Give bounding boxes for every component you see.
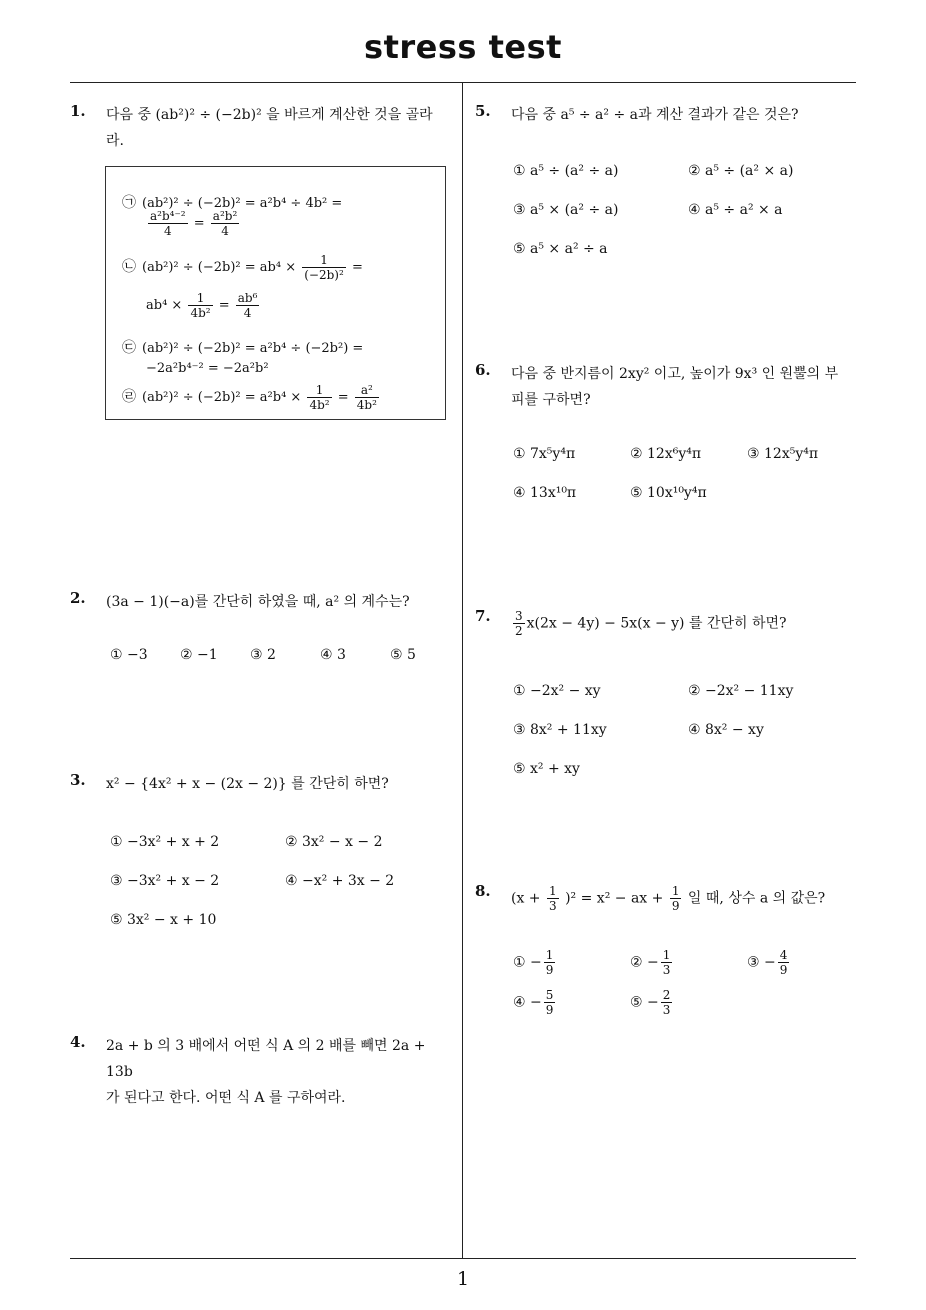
- numerator: 1: [671, 884, 680, 898]
- question-number: 1.: [70, 102, 86, 120]
- choice-c-expression: (ab²)² ÷ (−2b)² = a²b⁴ ÷ (−2b²) =: [142, 341, 364, 356]
- fraction: [547, 884, 559, 913]
- numerator: a²: [355, 383, 379, 398]
- numerator: 1: [188, 291, 212, 306]
- question-text-line: 라.: [106, 133, 124, 149]
- option-5[interactable]: ⑤ 3x² − x + 10: [110, 912, 217, 928]
- option-2[interactable]: ② a⁵ ÷ (a² × a): [688, 163, 794, 179]
- question-3: [70, 771, 455, 941]
- question-number: 6.: [475, 361, 491, 379]
- numerator: a²b⁴⁻²: [150, 209, 186, 223]
- option-3[interactable]: ③ 8x² + 11xy: [513, 722, 607, 738]
- choice-a-expression: (ab²)² ÷ (−2b)² = a²b⁴ ÷ 4b² =: [142, 196, 343, 211]
- fraction: [211, 209, 239, 238]
- question-5: [475, 102, 860, 262]
- fraction: [544, 948, 556, 977]
- question-number: 7.: [475, 607, 491, 625]
- option-4[interactable]: ④ −x² + 3x − 2: [285, 873, 395, 889]
- equals-sign: =: [351, 260, 363, 275]
- denominator: 2: [515, 624, 523, 638]
- option-2[interactable]: ② 12x⁶y⁴π: [630, 446, 702, 462]
- option-3[interactable]: ③ −3x² + x − 2: [110, 873, 220, 889]
- equals-sign: =: [193, 216, 205, 231]
- denominator: 4b²: [356, 398, 377, 412]
- choice-d-line: [122, 383, 381, 412]
- denominator: 9: [545, 1003, 554, 1017]
- denominator: 3: [549, 899, 557, 913]
- choice-b-line1: [122, 253, 363, 282]
- denominator: 3: [662, 963, 671, 977]
- choice-d-label: ㉣: [122, 389, 136, 405]
- option-1[interactable]: ① −3x² + x + 2: [110, 834, 220, 850]
- option-4[interactable]: ④ 3: [320, 647, 346, 663]
- question-text: [511, 361, 861, 413]
- question-number: 5.: [475, 102, 491, 120]
- choice-c-line2: −2a²b⁴⁻² = −2a²b²: [146, 361, 269, 376]
- question-text-line: 다음 중 (ab²)² ÷ (−2b)² 을 바르게 계산한 것을 골라: [106, 107, 433, 123]
- question-text: [106, 102, 456, 154]
- option-5[interactable]: ⑤ x² + xy: [513, 761, 580, 777]
- top-rule: [70, 82, 856, 83]
- numerator: 1: [662, 948, 671, 962]
- expression: 일 때, 상수 a 의 값은?: [687, 890, 826, 907]
- expression: x(2x − 4y) − 5x(x − y) 를 간단히 하면?: [526, 615, 787, 632]
- numerator: 1: [302, 253, 346, 268]
- option-5[interactable]: ⑤ 10x¹⁰y⁴π: [630, 485, 707, 501]
- denominator: 4: [163, 224, 172, 238]
- equals-sign: =: [337, 390, 349, 405]
- option-1[interactable]: ① a⁵ ÷ (a² ÷ a): [513, 163, 619, 179]
- option-1[interactable]: ① 7x⁵y⁴π: [513, 446, 576, 462]
- choices-box: [105, 166, 446, 420]
- question-text-line: 가 된다고 한다. 어떤 식 A 를 구하여라.: [106, 1090, 346, 1106]
- question-number: 4.: [70, 1033, 86, 1051]
- numerator: 1: [545, 948, 554, 962]
- option-2[interactable]: ② −1: [180, 647, 218, 663]
- option-5[interactable]: ⑤ a⁵ × a² ÷ a: [513, 241, 608, 257]
- choice-d-expression: (ab²)² ÷ (−2b)² = a²b⁴ ×: [142, 390, 302, 405]
- expression: ab⁴ ×: [146, 298, 183, 313]
- question-number: 2.: [70, 589, 86, 607]
- option-1[interactable]: ① −2x² − xy: [513, 683, 601, 699]
- question-6: [475, 361, 860, 511]
- numerator: 4: [779, 948, 788, 962]
- question-number: 8.: [475, 882, 491, 900]
- option-3[interactable]: [747, 948, 791, 977]
- numerator: 5: [545, 988, 554, 1002]
- option-5[interactable]: [630, 988, 674, 1017]
- question-text: [511, 884, 825, 913]
- question-8: [475, 882, 860, 1032]
- option-label: ③ −: [747, 954, 776, 971]
- fraction: [661, 988, 673, 1017]
- choice-b-expression: (ab²)² ÷ (−2b)² = ab⁴ ×: [142, 260, 297, 275]
- question-4: [70, 1033, 455, 1106]
- bottom-rule: [70, 1258, 856, 1259]
- option-4[interactable]: ④ a⁵ ÷ a² × a: [688, 202, 783, 218]
- denominator: 9: [671, 899, 680, 913]
- option-label: ② −: [630, 954, 659, 971]
- denominator: 4: [243, 306, 252, 320]
- fraction: [670, 884, 682, 913]
- choice-a-line2: [146, 209, 241, 238]
- numerator: ab⁶: [237, 291, 258, 305]
- denominator: 9: [545, 963, 554, 977]
- fraction: [513, 609, 525, 638]
- question-text: [106, 1033, 456, 1111]
- fraction: [778, 948, 790, 977]
- fraction: [307, 383, 331, 412]
- option-1[interactable]: ① −3: [110, 647, 148, 663]
- option-3[interactable]: ③ a⁵ × (a² ÷ a): [513, 202, 619, 218]
- option-4[interactable]: ④ 8x² − xy: [688, 722, 764, 738]
- option-label: ⑤ −: [630, 994, 659, 1011]
- option-label: ① −: [513, 954, 542, 971]
- choice-c-line1: [122, 337, 363, 357]
- denominator: 3: [662, 1003, 671, 1017]
- denominator: 9: [779, 963, 788, 977]
- option-2[interactable]: [630, 948, 674, 977]
- option-5[interactable]: ⑤ 5: [390, 647, 416, 663]
- fraction: [544, 988, 556, 1017]
- fraction: [236, 291, 260, 320]
- numerator: a²b²: [212, 209, 238, 223]
- denominator: 4b²: [190, 306, 211, 320]
- option-3[interactable]: ③ 2: [250, 647, 276, 663]
- choice-b-line2: [146, 291, 261, 320]
- equals-sign: =: [218, 298, 230, 313]
- choice-a-label: ㉠: [122, 195, 136, 211]
- option-label: ④ −: [513, 994, 542, 1011]
- numerator: 2: [662, 988, 671, 1002]
- question-text-line: 2a + b 의 3 배에서 어떤 식 A 의 2 배를 빼면 2a + 13b: [106, 1038, 426, 1080]
- denominator: 4b²: [309, 398, 330, 412]
- fraction: [188, 291, 212, 320]
- column-divider: [462, 83, 463, 1258]
- fraction: [661, 948, 673, 977]
- option-2[interactable]: ② 3x² − x − 2: [285, 834, 383, 850]
- question-text: 다음 중 a⁵ ÷ a² ÷ a과 계산 결과가 같은 것은?: [511, 107, 799, 123]
- fraction: [148, 209, 188, 238]
- choice-b-label: ㉡: [122, 259, 136, 275]
- denominator: 4: [221, 224, 229, 238]
- question-7: [475, 607, 860, 782]
- option-1[interactable]: [513, 948, 557, 977]
- expression: )² = x² − ax +: [565, 890, 664, 907]
- numerator: 3: [515, 609, 523, 623]
- question-2: [70, 589, 455, 679]
- denominator: (−2b)²: [304, 268, 344, 282]
- page-title: stress test: [364, 28, 562, 66]
- numerator: 1: [549, 884, 557, 898]
- option-3[interactable]: ③ 12x⁵y⁴π: [747, 446, 819, 462]
- page-number: 1: [456, 1268, 470, 1290]
- expression: (x +: [511, 890, 541, 907]
- option-2[interactable]: ② −2x² − 11xy: [688, 683, 794, 699]
- option-4[interactable]: [513, 988, 557, 1017]
- fraction: [302, 253, 346, 282]
- numerator: 1: [307, 383, 331, 398]
- option-4[interactable]: ④ 13x¹⁰π: [513, 485, 577, 501]
- question-text: (3a − 1)(−a)를 간단히 하였을 때, a² 의 계수는?: [106, 594, 410, 610]
- question-text: [511, 609, 787, 638]
- fraction: [355, 383, 379, 412]
- question-text-line: 피를 구하면?: [511, 392, 591, 408]
- choice-c-label: ㉢: [122, 340, 136, 356]
- question-text: x² − {4x² + x − (2x − 2)} 를 간단히 하면?: [106, 776, 389, 792]
- question-number: 3.: [70, 771, 86, 789]
- question-text-line: 다음 중 반지름이 2xy² 이고, 높이가 9x³ 인 원뿔의 부: [511, 366, 839, 382]
